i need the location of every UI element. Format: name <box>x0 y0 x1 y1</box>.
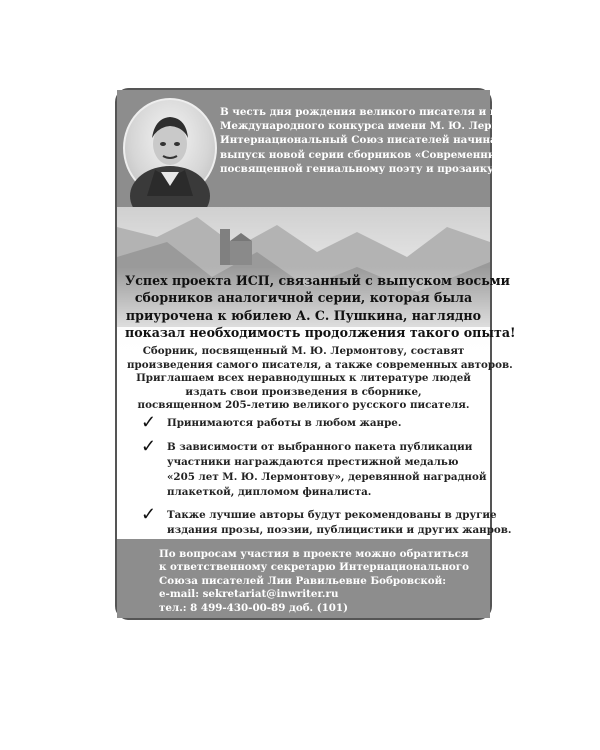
intro-paragraph <box>127 345 513 413</box>
header-line: Интернациональный Союз писателей начинает <box>220 134 510 147</box>
checkmark-icon: ✓ <box>141 504 157 525</box>
headline-line: Успех проекта ИСП, связанный с выпуском восьми <box>125 273 511 288</box>
header-text <box>220 105 544 176</box>
header-line: выпуск новой серии сборников «Современникъ», <box>220 148 521 161</box>
bullet-line: В зависимости от выбранного пакета публикации <box>167 441 473 453</box>
intro-line: посвященном 205-летию великого русского писателя. <box>137 399 470 412</box>
headline-line: приурочена к юбилею А. С. Пушкина, наглядно <box>125 307 482 323</box>
intro-line: Сборник, посвященный М. Ю. Лермонтову, составят <box>142 345 465 357</box>
header-banner <box>117 90 544 207</box>
contact-email[interactable]: e-mail: sekretariat@inwriter.ru <box>159 588 339 601</box>
intro-line: произведения самого писателя, а также современных авторов. <box>127 358 513 371</box>
checkmark-icon: ✓ <box>141 412 157 433</box>
contact-line: к ответственному секретарю Интернационального <box>159 561 469 574</box>
bullet-line: Принимаются работы в любом жанре. <box>167 417 402 429</box>
checkmark-icon: ✓ <box>141 436 157 457</box>
bullet-text <box>167 440 487 500</box>
intro-line: издать свои произведения в сборнике, <box>185 385 422 398</box>
portrait-image <box>123 98 217 198</box>
header-line: В честь дня рождения великого писателя и в рамках <box>220 106 544 118</box>
bullet-line: Также лучшие авторы будут рекомендованы в другие <box>167 509 497 521</box>
intro-line: Приглашаем всех неравнодушных к литературе людей <box>136 372 471 385</box>
announcement-card <box>115 88 544 620</box>
contact-line: Союза писателей Лии Равильевне Бобровской: <box>159 574 447 587</box>
headline <box>125 272 516 341</box>
bullet-text <box>167 508 512 538</box>
bullet-line: участники награждаются престижной медалью <box>167 456 459 468</box>
bullet-line: «205 лет М. Ю. Лермонтову», деревянной наградной <box>167 471 487 483</box>
contact-phone: тел.: 8 499-430-00-89 доб. (101) <box>159 601 348 614</box>
contact-footer <box>117 539 490 618</box>
bullet-line: плакеткой, дипломом финалиста. <box>167 486 372 498</box>
headline-line: показал необходимость продолжения такого опыта! <box>125 324 516 340</box>
contact-line: По вопросам участия в проекте можно обратиться <box>159 548 469 560</box>
bullet-line: издания прозы, поэзии, публицистики и других жанров. <box>167 524 512 536</box>
portrait-icon <box>125 100 215 196</box>
header-line: посвященной гениальному поэту и прозаику <box>220 162 494 175</box>
contact-text <box>159 548 479 615</box>
bullet-text <box>167 416 467 431</box>
headline-line: сборников аналогичной серии, которая была <box>134 290 473 306</box>
header-line: Международного конкурса имени М. Ю. Лермонтова <box>220 120 542 133</box>
